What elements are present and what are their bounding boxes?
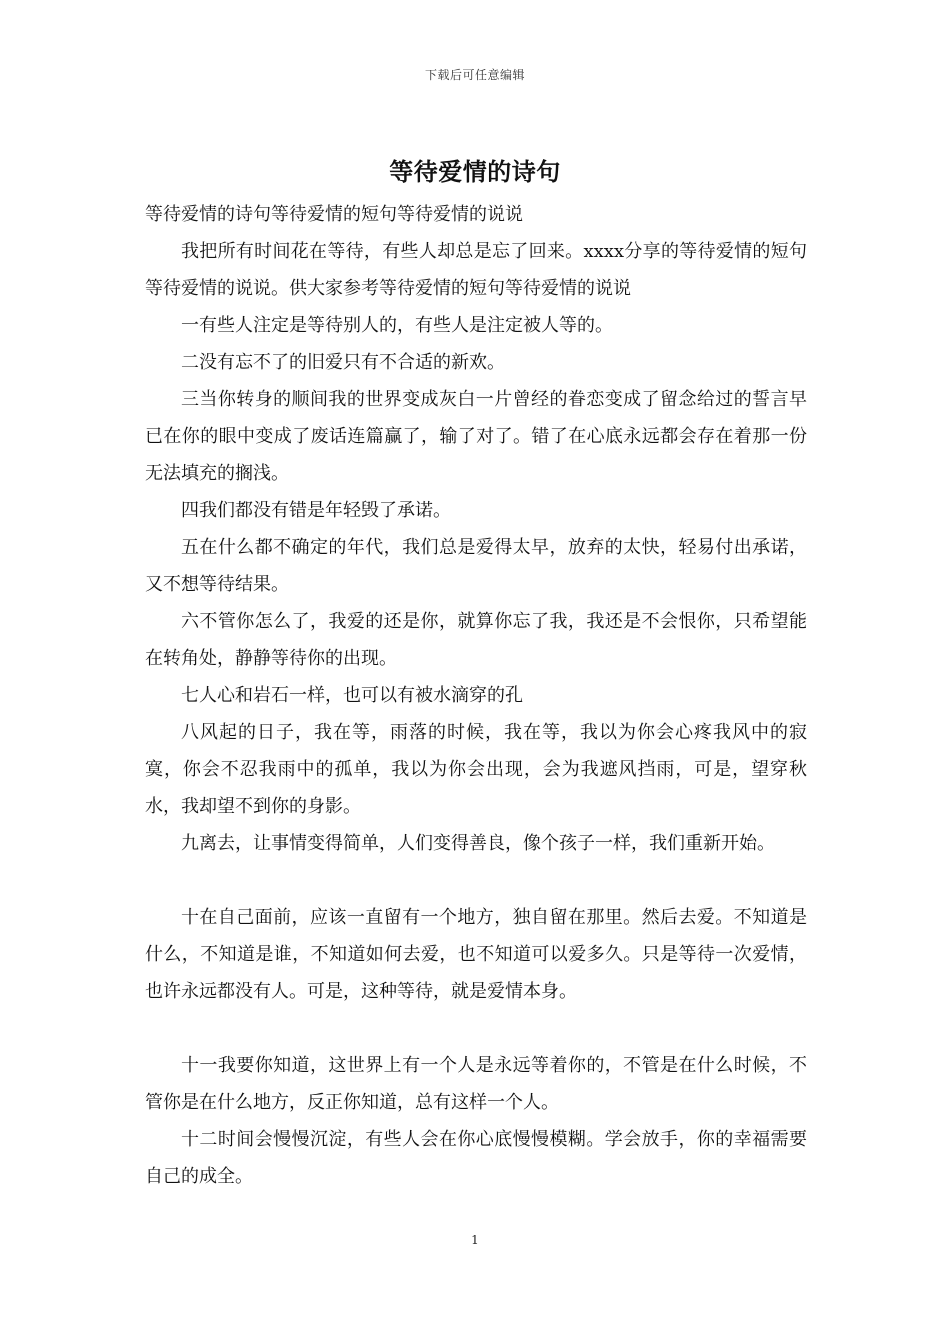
page-header-note: 下载后可任意编辑 bbox=[424, 68, 525, 82]
paragraph-3: 三当你转身的顺间我的世界变成灰白一片曾经的眷恋变成了留念给过的誓言早已在你的眼中变成了废话连篇赢了，输了对了。错了在心底永远都会存在着那一份无法填充的搁浅。 bbox=[145, 389, 807, 484]
paragraph-2: 二没有忘不了的旧爱只有不合适的新欢。 bbox=[181, 352, 505, 373]
paragraph-5: 五在什么都不确定的年代，我们总是爱得太早，放弃的太快，轻易付出承诺，又不想等待结果。 bbox=[145, 537, 807, 595]
paragraph-12: 十二时间会慢慢沉淀，有些人会在你心底慢慢模糊。学会放手，你的幸福需要自己的成全。 bbox=[145, 1129, 807, 1187]
document-body bbox=[145, 196, 807, 1195]
document-subtitle: 等待爱情的诗句等待爱情的短句等待爱情的说说 bbox=[145, 204, 523, 225]
paragraph-9: 九离去，让事情变得简单，人们变得善良，像个孩子一样，我们重新开始。 bbox=[181, 833, 775, 854]
paragraph-10: 十在自己面前，应该一直留有一个地方，独自留在那里。然后去爱。不知道是什么，不知道是谁，不知道如何去爱，也不知道可以爱多久。只是等待一次爱情，也许永远都没有人。可是，这种等待，就是爱情本身。 bbox=[145, 907, 807, 1002]
paragraph-7: 七人心和岩石一样，也可以有被水滴穿的孔 bbox=[181, 685, 523, 706]
paragraph-4: 四我们都没有错是年轻毁了承诺。 bbox=[181, 500, 451, 521]
paragraph-8: 八风起的日子，我在等，雨落的时候，我在等，我以为你会心疼我风中的寂寞，你会不忍我雨中的孤单，我以为你会出现，会为我遮风挡雨，可是，望穿秋水，我却望不到你的身影。 bbox=[145, 722, 807, 817]
document-title: 等待爱情的诗句 bbox=[389, 157, 561, 186]
paragraph-11: 十一我要你知道，这世界上有一个人是永远等着你的，不管是在什么时候，不管你是在什么地方，反正你知道，总有这样一个人。 bbox=[145, 1055, 807, 1113]
paragraph-1: 一有些人注定是等待别人的，有些人是注定被人等的。 bbox=[181, 315, 613, 336]
paragraph-6: 六不管你怎么了，我爱的还是你，就算你忘了我，我还是不会恨你，只希望能在转角处，静静等待你的出现。 bbox=[145, 611, 807, 669]
paragraph-intro: 我把所有时间花在等待，有些人却总是忘了回来。xxxx分享的等待爱情的短句等待爱情的说说。供大家参考等待爱情的短句等待爱情的说说 bbox=[145, 241, 807, 299]
page-number: 1 bbox=[471, 1233, 479, 1247]
